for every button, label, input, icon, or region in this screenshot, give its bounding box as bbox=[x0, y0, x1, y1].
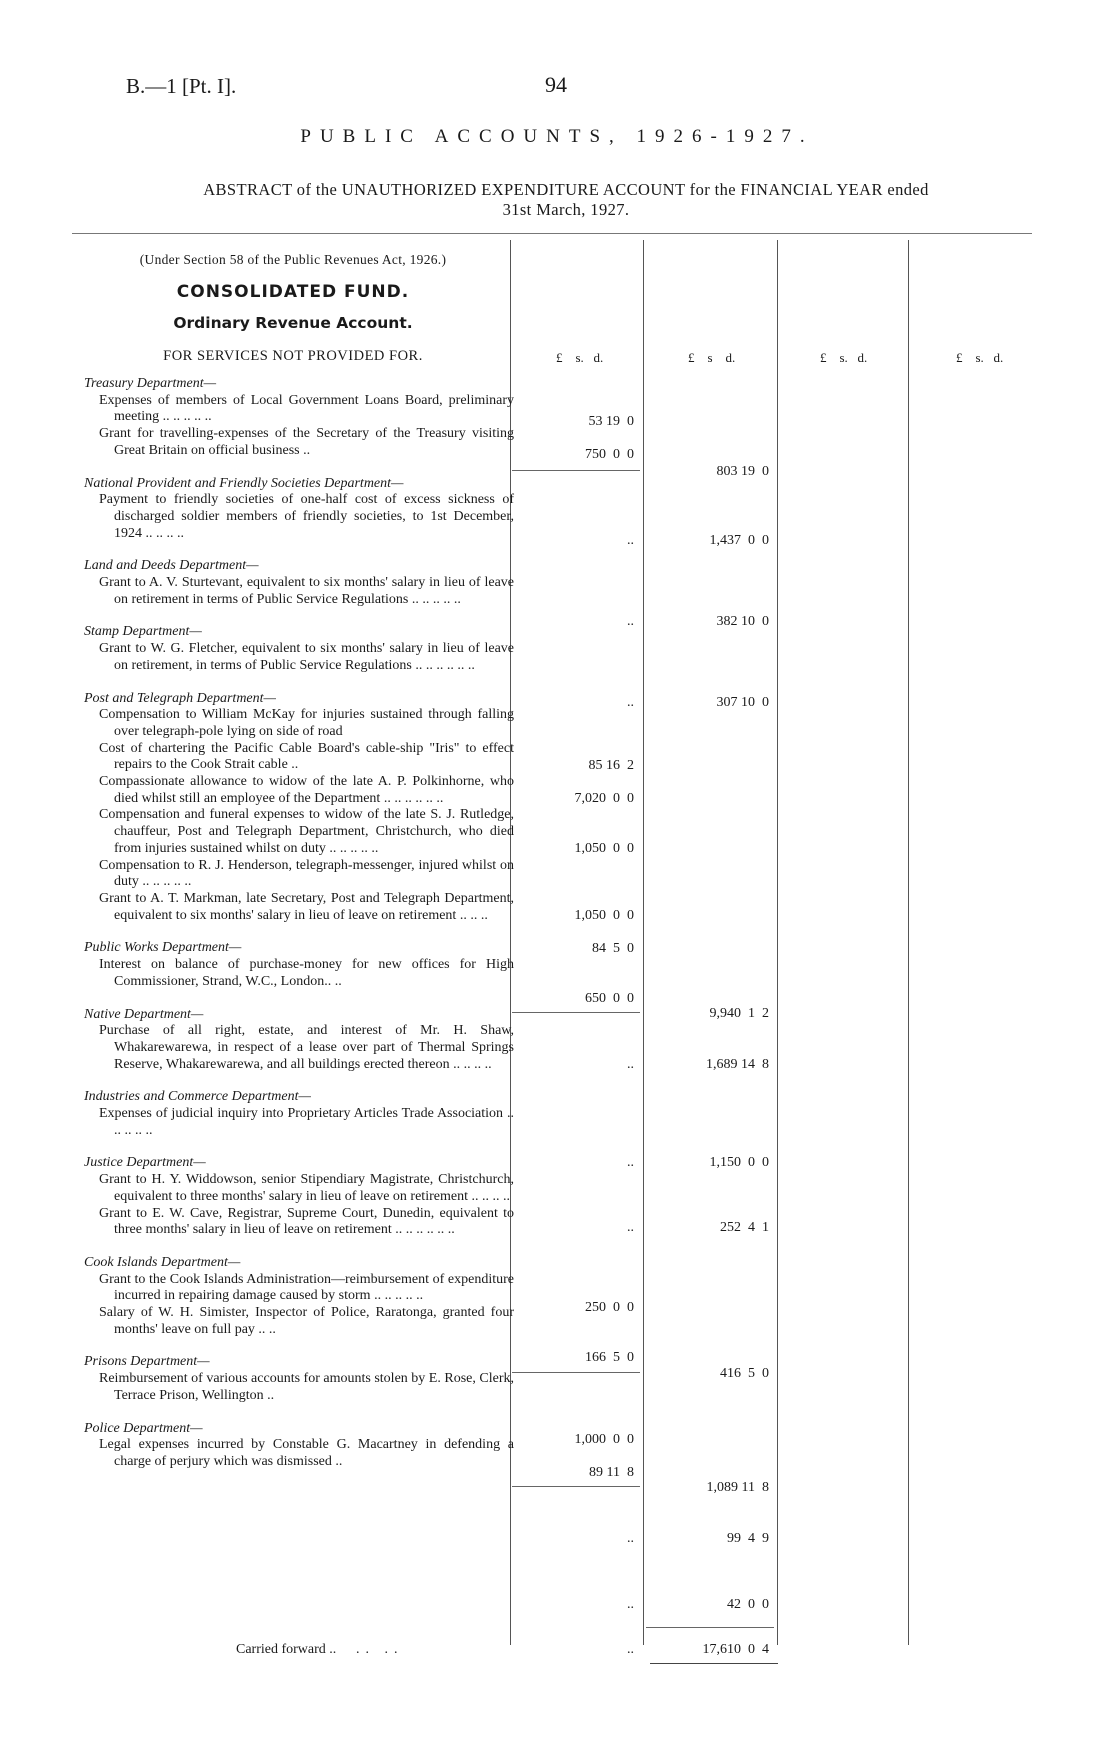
dept-native: Native Department— bbox=[84, 1006, 204, 1022]
column-header-1: £ s. d. bbox=[556, 350, 604, 365]
amount-cell: 1,050 0 0 bbox=[574, 908, 634, 923]
amount-cell: .. bbox=[627, 614, 634, 629]
page-reference: B.—1 [Pt. I]. bbox=[126, 74, 237, 98]
list-item: Compensation to William McKay for injuries sustained through falling over telegraph-pole lying on side of road bbox=[99, 707, 514, 739]
total-cell: 803 19 0 bbox=[716, 464, 769, 479]
list-item: Legal expenses incurred by Constable G. Macartney in defending a charge of perjury which was dismissed .. bbox=[99, 1437, 514, 1469]
total-cell: 307 10 0 bbox=[716, 695, 769, 710]
amount-cell: 89 11 8 bbox=[589, 1465, 634, 1480]
list-item: Expenses of members of Local Government Loans Board, preliminary meeting .. .. .. .. .. bbox=[99, 392, 514, 425]
list-item: Grant to A. V. Sturtevant, equivalent to six months' salary in lieu of leave on retirement in terms of Public Service Regulations .. .. .. .. .. bbox=[99, 575, 514, 607]
carried-forward-total: 17,610 0 4 bbox=[702, 1642, 769, 1657]
amount-cell: 650 0 0 bbox=[585, 991, 634, 1006]
abstract-line-1: ABSTRACT of the UNAUTHORIZED EXPENDITURE ACCOUNT for the FINANCIAL YEAR ended bbox=[203, 180, 929, 199]
total-cell: 9,940 1 2 bbox=[709, 1006, 769, 1021]
carried-forward-leader: .. .. bbox=[356, 1642, 404, 1657]
abstract-line-2: 31st March, 1927. bbox=[502, 200, 630, 219]
subtotal-rule bbox=[512, 1486, 640, 1487]
list-item: Cost of chartering the Pacific Cable Board's cable-ship "Iris" to effect repairs to the Cook Strait cable .. bbox=[99, 740, 514, 773]
column-divider bbox=[777, 240, 778, 1645]
dept-police: Police Department— bbox=[84, 1420, 203, 1436]
total-cell: 1,689 14 8 bbox=[706, 1057, 769, 1072]
subtotal-rule bbox=[512, 1012, 640, 1013]
amount-cell: 53 19 0 bbox=[588, 414, 634, 429]
dept-stamp: Stamp Department— bbox=[84, 624, 202, 640]
column-divider bbox=[908, 240, 909, 1645]
list-item: Expenses of judicial inquiry into Proprietary Articles Trade Association .. .. .. .. .. bbox=[99, 1106, 514, 1138]
bottom-rule bbox=[650, 1663, 778, 1664]
amount-cell: 750 0 0 bbox=[585, 447, 634, 462]
list-item: Purchase of all right, estate, and interest of Mr. H. Shaw, Whakarewarewa, in respect of a lease over part of Thermal Springs Reserve, Whakarewarewa, and all buildings erected thereon .. .. .. .. bbox=[99, 1023, 514, 1072]
column-divider bbox=[643, 240, 644, 1645]
list-item: Compassionate allowance to widow of the late A. P. Polkinhorne, who died whilst still an employee of the Department .. .. .. .. .. .. bbox=[99, 774, 514, 806]
list-item: Reimbursement of various accounts for amounts stolen by E. Rose, Clerk, Terrace Prison, Wellington .. bbox=[99, 1371, 514, 1403]
column-header-2: £ s d. bbox=[688, 350, 736, 365]
subtotal-rule bbox=[512, 1372, 640, 1373]
list-item: Grant for travelling-expenses of the Secretary of the Treasury visiting Great Britain on official business .. bbox=[99, 426, 514, 458]
list-item: Interest on balance of purchase-money for new offices for High Commissioner, Strand, W.C., London.. .. bbox=[99, 957, 514, 989]
total-cell: 1,150 0 0 bbox=[709, 1155, 769, 1170]
list-item: Salary of W. H. Simister, Inspector of Police, Raratonga, granted four months' leave on full pay .. .. bbox=[99, 1305, 514, 1337]
subtotal-rule bbox=[512, 470, 640, 471]
expenditure-list bbox=[84, 376, 514, 1471]
column-header-4: £ s. d. bbox=[956, 350, 1004, 365]
total-rule bbox=[646, 1627, 774, 1628]
dept-justice: Justice Department— bbox=[84, 1155, 206, 1171]
total-cell: 42 0 0 bbox=[727, 1597, 769, 1612]
amount-cell: .. bbox=[627, 1057, 634, 1072]
amount-cell: .. bbox=[627, 1155, 634, 1170]
amount-cell: .. bbox=[627, 533, 634, 548]
dept-prisons: Prisons Department— bbox=[84, 1354, 210, 1370]
amount-cell: 1,050 0 0 bbox=[574, 841, 634, 856]
page-number: 94 bbox=[545, 72, 567, 97]
total-cell: 1,437 0 0 bbox=[709, 533, 769, 548]
total-cell: 252 4 1 bbox=[720, 1220, 769, 1235]
carried-forward-col1: .. bbox=[627, 1642, 634, 1657]
list-item: Compensation and funeral expenses to widow of the late S. J. Rutledge, chauffeur, Post and Telegraph Department, Christchurch, who died from injuries sustained whilst on duty .. .. .. .. .. bbox=[99, 807, 514, 856]
amount-cell: 84 5 0 bbox=[592, 941, 634, 956]
abstract-heading bbox=[96, 180, 1036, 220]
amount-cell: 1,000 0 0 bbox=[574, 1432, 634, 1447]
column-header-3: £ s. d. bbox=[820, 350, 868, 365]
dept-industries: Industries and Commerce Department— bbox=[84, 1089, 311, 1105]
list-item: Grant to A. T. Markman, late Secretary, Post and Telegraph Department, equivalent to six months' salary in lieu of leave on retirement .. .. .. bbox=[99, 890, 514, 923]
amount-cell: 85 16 2 bbox=[588, 758, 634, 773]
list-item: Grant to E. W. Cave, Registrar, Supreme Court, Dunedin, equivalent to three months' salary in lieu of leave on retirement .. .. .. .. .. .. bbox=[99, 1205, 514, 1238]
dept-post: Post and Telegraph Department— bbox=[84, 690, 276, 706]
list-item: Payment to friendly societies of one-half cost of excess sickness of discharged soldier members of friendly societies, to 1st December, 1924 .. .. .. .. bbox=[99, 492, 514, 541]
dept-land: Land and Deeds Department— bbox=[84, 558, 259, 574]
amount-cell: .. bbox=[627, 1220, 634, 1235]
list-item: Grant to the Cook Islands Administration—reimbursement of expenditure incurred in repairing damage caused by storm .. .. .. .. .. bbox=[99, 1271, 514, 1304]
amount-cell: .. bbox=[627, 1597, 634, 1612]
list-item: Grant to H. Y. Widdowson, senior Stipendiary Magistrate, Christchurch, equivalent to three months' salary in lieu of leave on retirement .. .. .. .. bbox=[99, 1172, 514, 1204]
services-heading: FOR SERVICES NOT PROVIDED FOR. bbox=[163, 348, 423, 364]
amount-cell: 250 0 0 bbox=[585, 1300, 634, 1315]
account-heading: Ordinary Revenue Account. bbox=[173, 314, 413, 332]
top-rule bbox=[72, 233, 1032, 234]
dept-cook-islands: Cook Islands Department— bbox=[84, 1254, 241, 1270]
amount-cell: .. bbox=[627, 695, 634, 710]
total-cell: 99 4 9 bbox=[727, 1531, 769, 1546]
dept-works: Public Works Department— bbox=[84, 940, 242, 956]
amount-cell: 7,020 0 0 bbox=[574, 791, 634, 806]
fund-heading: CONSOLIDATED FUND. bbox=[176, 282, 410, 302]
total-cell: 1,089 11 8 bbox=[706, 1480, 769, 1495]
list-item: Compensation to R. J. Henderson, telegraph-messenger, injured whilst on duty .. .. .. .. .. bbox=[99, 857, 514, 890]
total-cell: 382 10 0 bbox=[716, 614, 769, 629]
amount-cell: .. bbox=[627, 1531, 634, 1546]
list-item: Grant to W. G. Fletcher, equivalent to six months' salary in lieu of leave on retirement, in terms of Public Service Regulations .. .. .. .. .. .. bbox=[99, 641, 514, 673]
section-reference: (Under Section 58 of the Public Revenues Act, 1926.) bbox=[139, 252, 447, 267]
amount-cell: 166 5 0 bbox=[585, 1350, 634, 1365]
dept-provident: National Provident and Friendly Societies Department— bbox=[84, 475, 404, 491]
dept-treasury: Treasury Department— bbox=[84, 376, 217, 391]
page-title: PUBLIC ACCOUNTS, 1926-1927. bbox=[300, 126, 814, 147]
carried-forward-label: Carried forward .. bbox=[236, 1642, 337, 1657]
total-cell: 416 5 0 bbox=[720, 1366, 769, 1381]
